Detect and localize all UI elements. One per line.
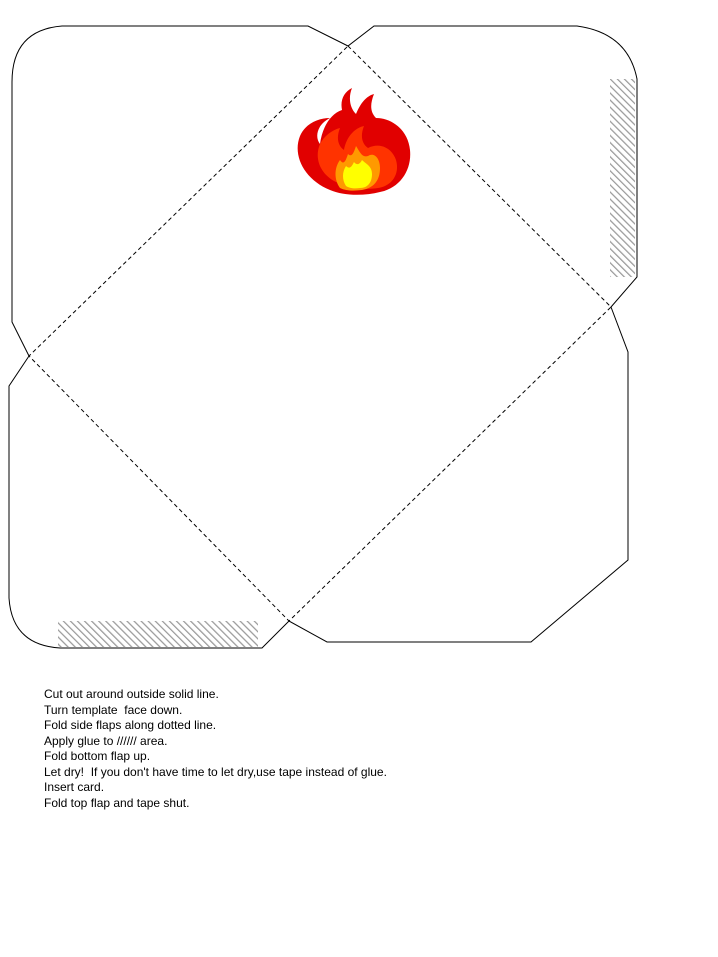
fold-line	[29, 46, 611, 621]
instruction-step: Fold side flaps along dotted line.	[44, 718, 217, 732]
instruction-step: Let dry! If you don't have time to let dry,use tape instead of glue.	[44, 764, 387, 779]
instructions-list	[44, 687, 387, 811]
instruction-step: Apply glue to ////// area.	[44, 733, 168, 748]
glue-area-bottom-flap	[58, 621, 258, 647]
glue-area-right-flap	[610, 79, 635, 277]
instruction-step: Turn template face down.	[44, 702, 183, 717]
instruction-step: Fold top flap and tape shut.	[44, 795, 190, 810]
instruction-step: Cut out around outside solid line.	[44, 687, 219, 701]
instruction-step: Insert card.	[44, 780, 105, 794]
flame-icon	[298, 88, 411, 195]
instruction-step: Fold bottom flap up.	[44, 749, 151, 763]
